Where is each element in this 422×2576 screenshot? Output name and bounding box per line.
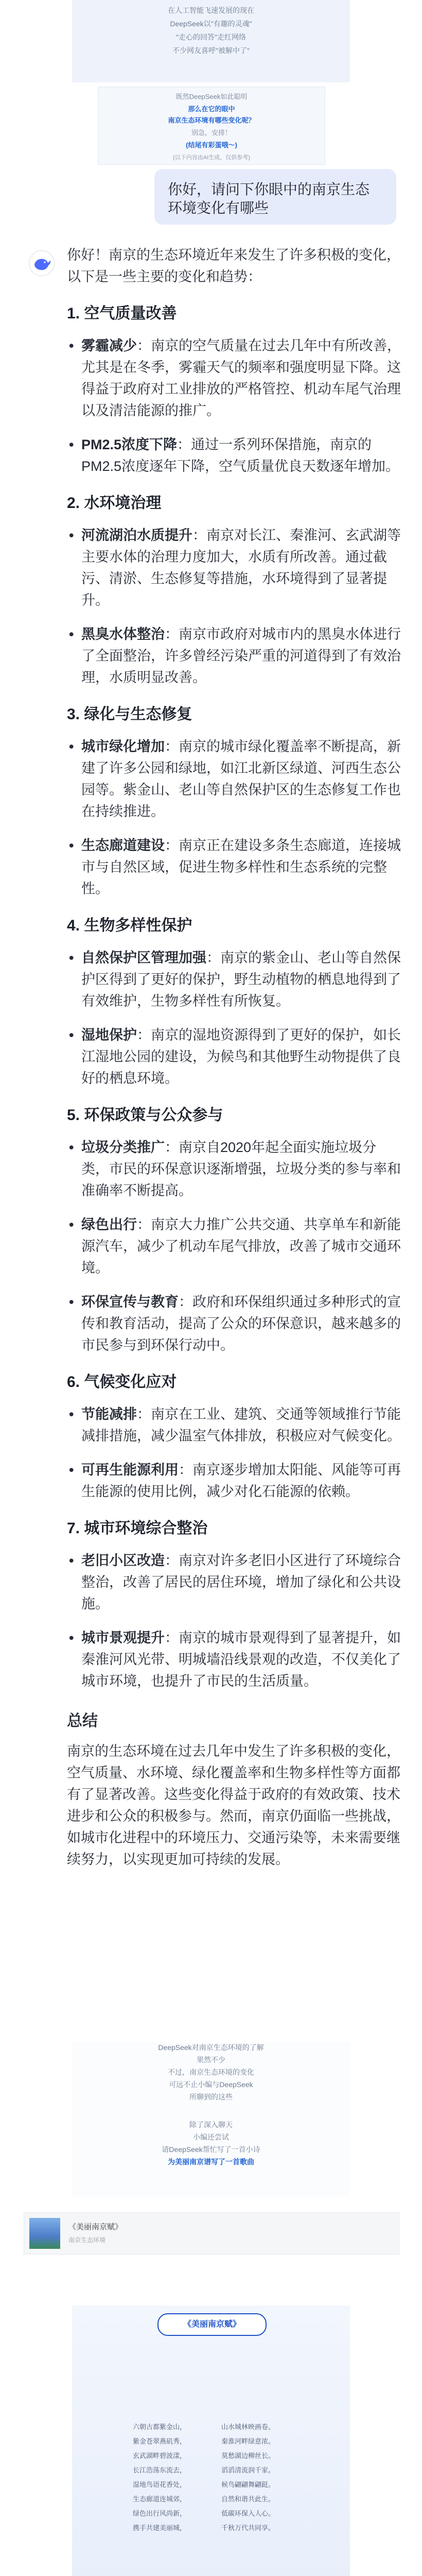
teaser-line: (以下内容由AI生成，仅供参考)	[173, 155, 250, 161]
poem-line-right: 滔滔清流润千家。	[221, 2466, 275, 2474]
closing-line: DeepSeek对南京生态环境的了解	[158, 2043, 264, 2052]
poem-line-right: 山水城林映画卷。	[221, 2423, 275, 2431]
teaser-line: 既然DeepSeek如此聪明	[175, 93, 248, 100]
item-label: 湿地保护	[81, 1027, 137, 1043]
section-heading: 1. 空气质量改善	[67, 305, 177, 322]
section-heading: 2. 水环境治理	[67, 495, 162, 512]
poem-line-left: 六朝古都紫金山，	[133, 2423, 187, 2431]
section-list	[67, 1550, 401, 1692]
list-item	[67, 524, 401, 611]
intro-line: DeepSeek以"有趣的灵魂"	[170, 20, 252, 28]
poem-line-right: 秦淮河畔绿意浓。	[221, 2437, 275, 2445]
item-label: 城市绿化增加	[81, 739, 165, 754]
section-list	[67, 1137, 401, 1356]
item-text: ：南京的城市绿化覆盖率不断提高，新建了许多公园和绿地，如江北新区绿道、河西生态公园等。紫金山、老山等自然保护区的生态修复工作也在持续推进。	[81, 739, 401, 819]
list-item	[67, 1024, 401, 1089]
item-text: ：南京自2020年起全面实施垃圾分类，市民的环保意识逐渐增强，垃圾分类的参与率和准确率不断提高。	[81, 1140, 401, 1198]
list-item	[67, 1459, 401, 1502]
item-label: 可再生能源利用	[81, 1462, 179, 1478]
poem-line-left: 紫金苍翠燕矶秀，	[133, 2437, 187, 2445]
item-label: PM2.5浓度下降	[81, 437, 178, 452]
list-item	[67, 736, 401, 822]
item-text: ：南京逐步增加太阳能、风能等可再生能源的使用比例，减少对化石能源的依赖。	[81, 1462, 401, 1499]
summary-text: 南京的生态环境在过去几年中发生了许多积极的变化，空气质量、水环境、绿化覆盖率和生物多样性等方面都有了显著改善。这些变化得益于政府的有效政策、技术进步和公众的积极参与。然而，南京仍面临一些挑战，如城市化进程中的环境压力、交通污染等，未来需要继续努力，以实现更加可持续的发展。	[67, 1743, 400, 1867]
list-item	[67, 947, 401, 1012]
list-item	[67, 1291, 401, 1356]
list-item	[67, 1550, 401, 1615]
poem-line-left: 生态廊道连城郊，	[133, 2495, 187, 2503]
item-text: ：政府和环保组织通过多种形式的宣传和教育活动，提高了公众的环保意识，越来越多的市民参与到环保行动中。	[81, 1294, 401, 1353]
item-label: 环保宣传与教育	[81, 1294, 179, 1310]
item-text: ：南京正在建设多条生态廊道，连接城市与自然区域，促进生物多样性和生态系统的完整性。	[81, 838, 401, 896]
card-thumbnail	[29, 2218, 60, 2249]
poem-decoration-icon	[72, 2306, 350, 2576]
poem-line-left: 湿地鸟语花香处，	[133, 2481, 187, 2488]
list-item	[67, 835, 401, 900]
poem-line-right: 候鸟翩翩舞翩跹。	[221, 2481, 275, 2488]
section-list	[67, 1403, 401, 1502]
item-text: ：南京市政府对城市内的黑臭水体进行了全面整治，许多曾经污染严重的河道得到了有效治理，水质明显改善。	[81, 626, 401, 685]
ai-answer	[67, 244, 401, 1880]
poem-line-right: 莫愁湖边柳丝长。	[221, 2452, 275, 2460]
teaser-panel	[98, 87, 325, 165]
answer-sections	[67, 303, 401, 1692]
closing-line: 不过，南京生态环境的变化	[168, 2068, 254, 2076]
closing-line: 请DeepSeek帮忙写了一首小诗	[162, 2145, 260, 2154]
section-heading: 4. 生物多样性保护	[67, 917, 192, 934]
section-heading: 5. 环保政策与公众参与	[67, 1107, 223, 1124]
teaser-line: 别急，安排！	[191, 129, 232, 137]
item-label: 生态廊道建设	[81, 838, 165, 853]
intro-panel	[72, 0, 350, 82]
teaser-line: (结尾有彩蛋哦～)	[186, 141, 237, 149]
list-item	[67, 1627, 401, 1692]
item-label: 雾霾减少	[81, 338, 137, 353]
section-heading: 6. 气候变化应对	[67, 1374, 177, 1391]
card-subtitle: 南京生态环境	[68, 2236, 106, 2244]
item-label: 节能减排	[81, 1406, 137, 1422]
poem-line-left: 长江浩荡东流去，	[133, 2466, 187, 2474]
intro-line: 不少网友喜呼"被解中了"	[172, 46, 250, 55]
section-heading: 3. 绿化与生态修复	[67, 706, 192, 723]
item-text: ：南京的湿地资源得到了更好的保护，如长江湿地公园的建设，为候鸟和其他野生动物提供了良好的栖息环境。	[81, 1027, 401, 1086]
list-item	[67, 1214, 401, 1279]
poem-line-left: 携手共建美丽城，	[133, 2524, 187, 2532]
intro-line: "走心的回答"走红网络	[176, 33, 246, 41]
intro-line: 在人工智能飞速发展的现在	[168, 6, 254, 14]
card-title: 《美丽南京赋》	[68, 2223, 123, 2231]
poem-panel	[72, 2306, 350, 2576]
item-label: 垃圾分类推广	[81, 1140, 165, 1155]
closing-line: 除了深入聊天	[189, 2121, 233, 2129]
list-item	[67, 335, 401, 421]
poem-line-left: 绿色出行风尚新，	[133, 2510, 187, 2517]
item-text: ：南京的城市景观得到了显著提升，如秦淮河风光带、明城墙沿线景观的改造，不仅美化了城市环境，也提升了市民的生活质量。	[81, 1630, 401, 1689]
teaser-line: 那么在它的眼中	[188, 105, 235, 113]
item-label: 老旧小区改造	[81, 1553, 165, 1568]
item-text: ：南京对长江、秦淮河、玄武湖等主要水体的治理力度加大，水质有所改善。通过截污、清淤、生态修复等措施，水环境得到了显著提升。	[81, 528, 401, 608]
item-text: ：南京大力推广公共交通、共享单车和新能源汽车，减少了机动车尾气排放，改善了城市交通环境。	[81, 1217, 401, 1276]
section-list	[67, 947, 401, 1089]
section-list	[67, 736, 401, 900]
item-text: ：南京在工业、建筑、交通等领域推行节能减排措施，减少温室气体排放，积极应对气候变化。	[81, 1406, 401, 1444]
song-card[interactable]	[24, 2212, 399, 2255]
item-label: 黑臭水体整治	[81, 626, 165, 642]
item-text: ：南京的空气质量在过去几年中有所改善，尤其是在冬季，雾霾天气的频率和强度明显下降。这得益于政府对工业排放的严格管控、机动车尾气治理以及清洁能源的推广。	[81, 338, 401, 418]
item-label: 河流湖泊水质提升	[81, 528, 192, 543]
closing-panel	[72, 2042, 350, 2197]
closing-line: 可远不止小编与DeepSeek	[169, 2080, 253, 2089]
item-label: 绿色出行	[81, 1217, 137, 1232]
poem-line-right: 千秋万代共同享。	[221, 2524, 275, 2532]
user-message-bubble: 你好，请问下你眼中的南京生态环境变化有哪些	[154, 169, 396, 225]
item-text: ：南京对许多老旧小区进行了环境综合整治，改善了居民的居住环境，增加了绿化和公共设施。	[81, 1553, 401, 1612]
answer-intro: 你好！南京的生态环境近年来发生了许多积极的变化，以下是一些主要的变化和趋势：	[67, 247, 400, 284]
poem-title-badge: 《美丽南京赋》	[157, 2313, 267, 2336]
poem-line-left: 玄武湖畔碧波漾，	[133, 2452, 187, 2460]
item-label: 城市景观提升	[81, 1630, 165, 1646]
list-item	[67, 623, 401, 688]
whale-icon	[29, 251, 54, 276]
list-item	[67, 434, 401, 477]
closing-line: 为美丽南京谱写了一首歌曲	[168, 2158, 254, 2166]
section-list	[67, 524, 401, 688]
closing-line: 果然不少	[197, 2056, 225, 2064]
closing-line: 所聊到的这些	[189, 2093, 233, 2101]
closing-line: 小编还尝试	[193, 2133, 229, 2141]
item-text: ：通过一系列环保措施，南京的PM2.5浓度逐年下降，空气质量优良天数逐年增加。	[81, 437, 400, 474]
item-text: ：南京的紫金山、老山等自然保护区得到了更好的保护，野生动植物的栖息地得到了有效维护，生物多样性有所恢复。	[81, 950, 401, 1009]
deepseek-avatar	[29, 250, 55, 276]
section-heading: 7. 城市环境综合整治	[67, 1520, 208, 1537]
teaser-line: 南京生态环境有哪些变化呢？	[168, 116, 255, 124]
list-item	[67, 1137, 401, 1201]
poem-line-right: 自然和谐共此生。	[221, 2495, 275, 2503]
summary-title: 总结	[67, 1713, 98, 1730]
section-list	[67, 335, 401, 477]
list-item	[67, 1403, 401, 1447]
item-label: 自然保护区管理加强	[81, 950, 206, 965]
poem-line-right: 低碳环保入人心。	[221, 2510, 275, 2517]
